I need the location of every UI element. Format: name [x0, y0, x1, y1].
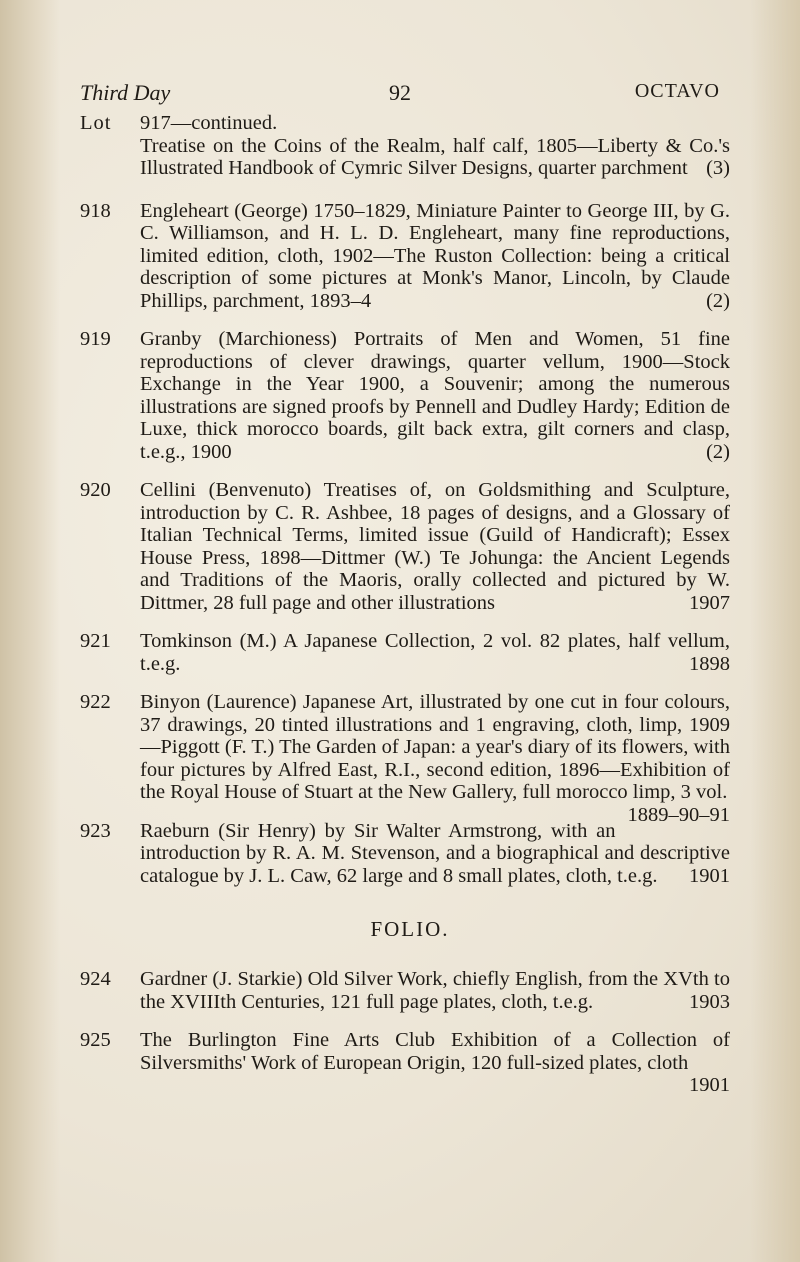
- lot-entry: [80, 479, 730, 614]
- lot-trail: 1901: [689, 1074, 730, 1096]
- lot-entry: [80, 328, 730, 463]
- lot-entry: [80, 820, 730, 888]
- lot-number: 925: [80, 1029, 111, 1051]
- lot-text: Cellini (Benvenuto) Treatises of, on Goldsmithing and Sculpture, introduction by C. R. Ashbee, 18 pages of designs, and a Glossary of Italian Technical Terms, limited issue (Guild of Handicraft); Essex House Press, 1898—Dittmer (W.) Te Johunga: the Ancient Legends and Traditions of the Maoris, orally collected and pictured by W. Dittmer, 28 full page and other illustrations: [140, 479, 730, 614]
- lot-number: 919: [80, 328, 111, 350]
- lot-trail: 1898: [689, 652, 730, 675]
- page-edge-right: [750, 0, 800, 1262]
- lot-text: Treatise on the Coins of the Realm, half calf, 1805—Liberty & Co.'s Illustrated Handbook of Cymric Silver Designs, quarter parchment: [140, 134, 730, 179]
- lot-number: 920: [80, 479, 111, 501]
- lot-text: Engleheart (George) 1750–1829, Miniature Painter to George III, by G. C. Williamson, and H. L. D. Engleheart, many fine reproductions, limited edition, cloth, 1902—The Ruston Collection: being a critical description of some pictures at Monk's Manor, Lincoln, by Claude Phillips, parchment, 1893–4: [140, 199, 730, 312]
- lot-heading: 917—continued.: [140, 112, 278, 134]
- lot-label: Lot: [80, 112, 112, 134]
- lot-trail: (2): [706, 440, 730, 463]
- lot-text: Granby (Marchioness) Portraits of Men and Women, 51 fine reproductions of clever drawings, quarter vellum, 1900—Stock Exchange in the Year 1900, a Souvenir; among the numerous illustrations are signed proofs by Pennell and Dudley Hardy; Edition de Luxe, thick morocco boards, gilt back extra, gilt corners and clasp, t.e.g., 1900: [140, 328, 730, 463]
- lot-list: [80, 112, 730, 1097]
- page-number: 92: [389, 80, 411, 105]
- section-title: FOLIO.: [370, 917, 450, 941]
- lot-number: 921: [80, 630, 111, 652]
- lot-text: Gardner (J. Starkie) Old Silver Work, chiefly English, from the XVth to the XVIIIth Centuries, 121 full page plates, cloth, t.e.g.: [140, 968, 730, 1013]
- lot-trail: 1903: [689, 990, 730, 1013]
- lot-entry: [80, 691, 730, 826]
- lot-number: 923: [80, 819, 111, 842]
- lot-trail: 1889–90–91: [627, 803, 730, 826]
- lot-entry: [80, 1029, 730, 1096]
- lot-entry-continued: [80, 112, 730, 180]
- day-label: Third Day: [80, 80, 171, 105]
- lot-entry: [80, 968, 730, 1013]
- lot-trail: (2): [706, 289, 730, 312]
- format-label: OCTAVO: [634, 80, 720, 102]
- lot-entry: [80, 200, 730, 313]
- lot-number: 922: [80, 691, 111, 713]
- lot-text: Raeburn (Sir Henry) by Sir Walter Armstrong, with an introduction by R. A. M. Stevenson, and a biographical and descriptive catalogue by J. L. Caw, 62 large and 8 small plates, cloth, t.e.g.: [140, 819, 730, 887]
- lot-number: 918: [80, 199, 111, 222]
- lot-number: 924: [80, 968, 111, 990]
- page-edge-left: [0, 0, 60, 1262]
- lot-text: The Burlington Fine Arts Club Exhibition of a Collection of Silversmiths' Work of European Origin, 120 full-sized plates, cloth: [140, 1029, 730, 1074]
- lot-trail: 1901: [689, 864, 730, 887]
- lot-trail: 1907: [689, 591, 730, 614]
- lot-entry: [80, 630, 730, 675]
- lot-text: Binyon (Laurence) Japanese Art, illustrated by one cut in four colours, 37 drawings, 20 tinted illustrations and 1 engraving, cloth, limp, 1909—Piggott (F. T.) The Garden of Japan: a year's diary of its flowers, with four pictures by Alfred East, R.I., second edition, 1896—Exhibition of the Royal House of Stuart at the New Gallery, full morocco limp, 3 vol.: [140, 691, 730, 803]
- lot-trail: (3): [706, 157, 730, 179]
- running-header: [80, 80, 720, 110]
- lot-text: Tomkinson (M.) A Japanese Collection, 2 vol. 82 plates, half vellum, t.e.g.: [140, 630, 730, 675]
